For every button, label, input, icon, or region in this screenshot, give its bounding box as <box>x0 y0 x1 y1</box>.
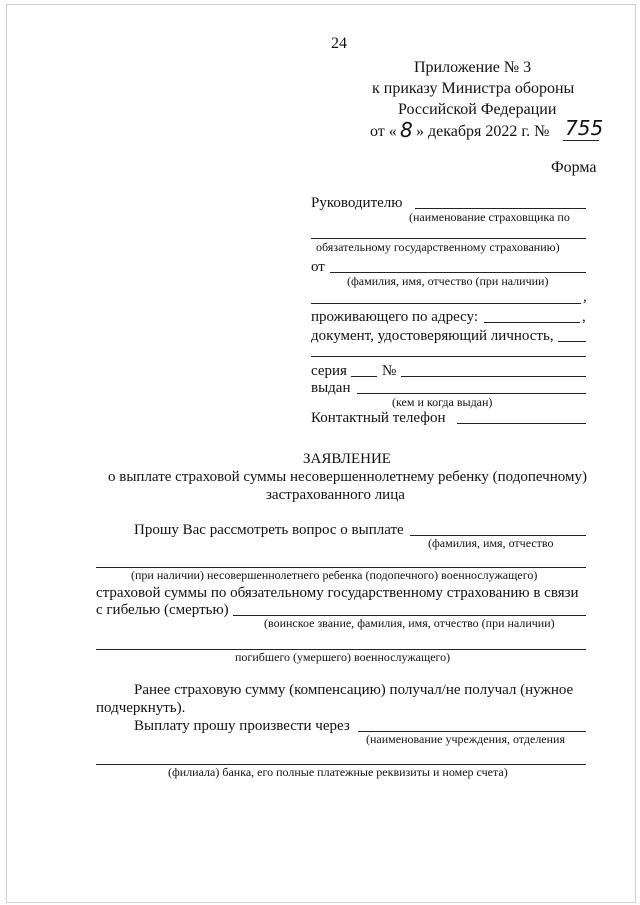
order-date-suffix: » декабря 2022 г. № <box>416 123 550 140</box>
insurance-text: страховой суммы по обязательному государственному страхованию в связи <box>96 585 579 601</box>
payment-text: Выплату прошу произвести через <box>134 718 350 734</box>
statement-subtitle-line2: застрахованного лица <box>266 487 405 503</box>
address-field[interactable] <box>484 322 580 323</box>
order-reference-line2: Российской Федерации <box>398 101 557 118</box>
form-label: Форма <box>551 159 597 176</box>
page-number: 24 <box>331 35 347 52</box>
from-label: от <box>311 259 325 275</box>
series-label: серия <box>311 363 347 379</box>
address-label: проживающего по адресу: <box>311 309 479 325</box>
statement-title: ЗАЯВЛЕНИЕ <box>303 451 391 467</box>
deceased-hint: погибшего (умершего) военнослужащего) <box>235 650 451 664</box>
deceased-name-hint: (воинское звание, фамилия, имя, отчество (при наличии) <box>264 616 555 630</box>
addressee-field-2[interactable] <box>311 238 586 239</box>
child-name-hint-1: (фамилия, имя, отчество <box>428 536 554 550</box>
phone-label: Контактный телефон <box>311 410 446 426</box>
from-name-field-2[interactable] <box>311 303 581 304</box>
appendix-label: Приложение № 3 <box>414 59 532 76</box>
issued-label: выдан <box>311 380 351 396</box>
bank-details-hint-2: (филиала) банка, его полные платежные реквизиты и номер счета) <box>168 765 508 779</box>
death-text: с гибелью (смертью) <box>96 602 229 618</box>
bank-details-hint-1: (наименование учреждения, отделения <box>366 732 565 746</box>
addressee-hint-2: обязательному государственному страхованию) <box>316 240 560 254</box>
order-reference-line1: к приказу Министра обороны <box>372 80 575 97</box>
order-date-day-handwritten: 8 <box>400 118 413 142</box>
order-date-prefix: от « <box>370 123 397 140</box>
statement-subtitle-line1: о выплате страховой суммы несовершеннолетнему ребенку (подопечному) <box>108 469 587 485</box>
identity-document-field[interactable] <box>558 341 586 342</box>
document-number-field[interactable] <box>401 376 586 377</box>
prior-payment-text-line2: подчеркнуть). <box>96 700 186 716</box>
comma: , <box>582 309 586 325</box>
issued-by-hint: (кем и когда выдан) <box>392 395 493 409</box>
identity-document-label: документ, удостоверяющий личность, <box>311 328 554 344</box>
issued-by-field[interactable] <box>357 393 586 394</box>
series-field[interactable] <box>351 376 377 377</box>
order-number-handwritten: 755 <box>565 116 604 140</box>
from-name-field[interactable] <box>330 272 586 273</box>
addressee-hint-1: (наименование страховщика по <box>409 210 570 224</box>
child-name-hint-2: (при наличии) несовершеннолетнего ребенка (подопечного) военнослужащего) <box>131 568 538 582</box>
prior-payment-text-line1: Ранее страховую сумму (компенсацию) получал/не получал (нужное <box>134 682 574 698</box>
identity-document-field-2[interactable] <box>311 356 586 357</box>
addressee-field[interactable] <box>415 208 586 209</box>
from-name-hint: (фамилия, имя, отчество (при наличии) <box>347 274 549 288</box>
phone-field[interactable] <box>457 423 586 424</box>
number-label: № <box>382 363 397 379</box>
order-number-underline <box>563 140 599 141</box>
comma: , <box>583 289 587 305</box>
request-text: Прошу Вас рассмотреть вопрос о выплате <box>134 522 404 538</box>
addressee-label: Руководителю <box>311 195 403 211</box>
